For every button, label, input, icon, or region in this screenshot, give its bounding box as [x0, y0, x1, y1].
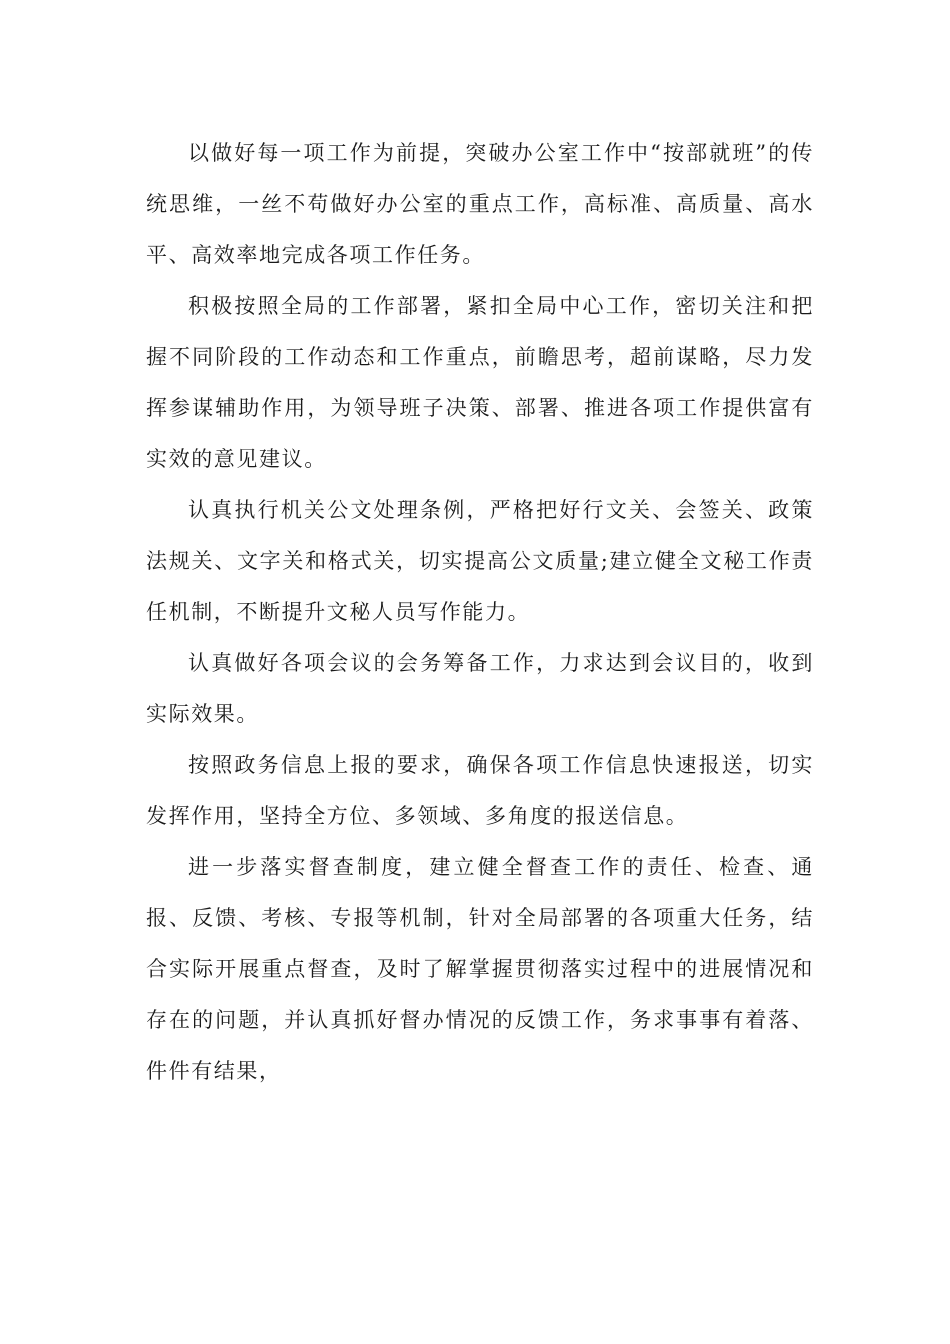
document-body	[146, 128, 814, 1097]
paragraph-5: 按照政务信息上报的要求，确保各项工作信息快速报送，切实发挥作用，坚持全方位、多领域、多角度的报送信息。	[146, 753, 814, 828]
paragraph-3: 认真执行机关公文处理条例，严格把好行文关、会签关、政策法规关、文字关和格式关，切实提高公文质量;建立健全文秘工作责任机制，不断提升文秘人员写作能力。	[146, 498, 814, 624]
paragraph-4: 认真做好各项会议的会务筹备工作，力求达到会议目的，收到实际效果。	[146, 651, 814, 726]
paragraph-6: 进一步落实督查制度，建立健全督查工作的责任、检查、通报、反馈、考核、专报等机制，针对全局部署的各项重大任务，结合实际开展重点督查，及时了解掌握贯彻落实过程中的进展情况和存在的问题，并认真抓好督办情况的反馈工作，务求事事有着落、件件有结果，	[146, 855, 814, 1083]
paragraph-1: 以做好每一项工作为前提，突破办公室工作中“按部就班”的传统思维，一丝不苟做好办公室的重点工作，高标准、高质量、高水平、高效率地完成各项工作任务。	[146, 141, 814, 267]
paragraph-2: 积极按照全局的工作部署，紧扣全局中心工作，密切关注和把握不同阶段的工作动态和工作重点，前瞻思考，超前谋略，尽力发挥参谋辅助作用，为领导班子决策、部署、推进各项工作提供富有实效的意见建议。	[146, 294, 814, 471]
